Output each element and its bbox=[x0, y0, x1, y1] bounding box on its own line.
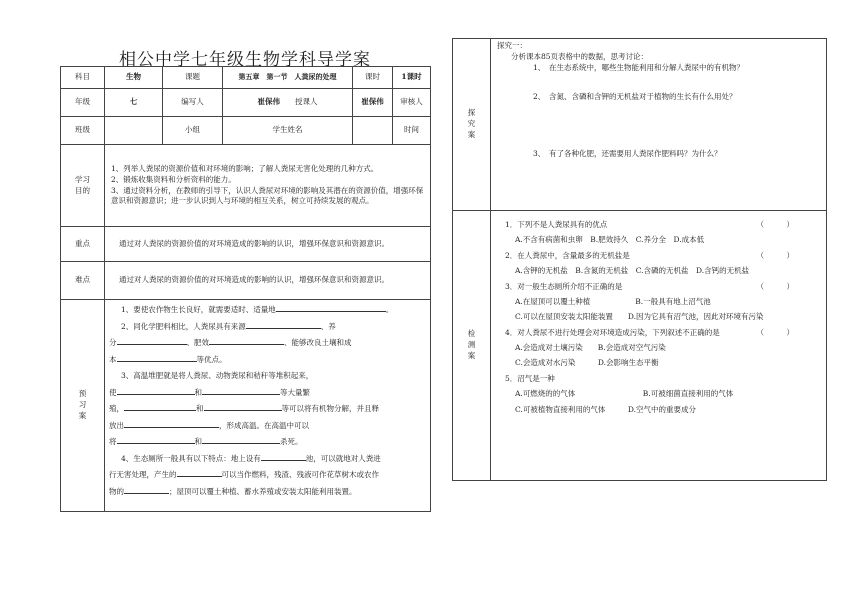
explore-intro: 分析课本85页表格中的数据，思考讨论： bbox=[511, 51, 649, 61]
explore-question-2: 2、 含氮、含磷和含钾的无机盐对于植物的生长有什么用处？ bbox=[533, 91, 737, 101]
page-title: 相公中学七年级生物学科导学案 bbox=[119, 50, 371, 70]
preview-item-4-cont2: 物的 ；屋顶可以覆土种植、蓄水养殖或安装太阳能利用装置。 bbox=[109, 486, 357, 496]
test-option: C.可被植物直接利用的气体 D.空气中的重要成分 bbox=[515, 404, 696, 414]
goal-item: 2、锻炼收集资料和分析资料的能力。 bbox=[111, 174, 236, 184]
period-label bbox=[353, 67, 393, 89]
preview-item-4-cont: 行无害处理，产生的 可以当作燃料，残渣、残液可作花草树木或农作 bbox=[109, 470, 379, 479]
student-value bbox=[353, 117, 393, 145]
subject-value: 生物 bbox=[105, 67, 163, 89]
goal-item: 3、通过资料分析，在教师的引导下，认识人粪尿对环境的影响及其潜在的资源价值，增强环保意识和资源意识；进一步认识到人与环境的相互关系，树立可持续发展的观点。 bbox=[111, 185, 424, 206]
preview-item-3-cont: 使 和 等大量繁 bbox=[109, 387, 310, 397]
period-value: 1课时 bbox=[393, 67, 431, 89]
time-label: 时间 bbox=[393, 117, 431, 145]
blank[interactable] bbox=[246, 320, 321, 329]
preview-item-3-cont2: 殖， 和 等可以将有机物分解，并且释 bbox=[109, 404, 379, 413]
preview-item-3-cont4: 将 和 杀死。 bbox=[109, 437, 303, 446]
left-table bbox=[60, 66, 431, 512]
blank[interactable] bbox=[117, 435, 195, 444]
blank[interactable] bbox=[117, 386, 195, 395]
class-label: 班级 bbox=[61, 117, 105, 145]
blank[interactable] bbox=[124, 485, 169, 494]
preview-item-3-cont3: 放出 ，形成高温。在高温中可以 bbox=[109, 420, 309, 430]
teacher-value: 崔保伟 bbox=[353, 89, 393, 117]
blank[interactable] bbox=[276, 303, 386, 312]
reviewer-label: 审核人 bbox=[393, 89, 431, 117]
group-label: 小组 bbox=[163, 117, 223, 145]
right-table bbox=[452, 38, 827, 481]
test-question-5: 5．沼气是一种 bbox=[505, 373, 555, 383]
test-option: C.可以在屋顶安装太阳能装置 D.因为它具有沼气池，因此对环境有污染 bbox=[515, 312, 764, 322]
blank[interactable] bbox=[202, 386, 280, 395]
preview-item-2-cont: 分 、肥效 、能够改良土壤和成 bbox=[109, 338, 352, 347]
preview-label: 预习案 bbox=[61, 300, 105, 512]
test-question-4: 4．对人粪尿不进行处理会对环境造成污染，下列叙述不正确的是 （ ） bbox=[505, 327, 794, 337]
test-content bbox=[491, 211, 827, 481]
blank[interactable] bbox=[261, 452, 306, 461]
blank[interactable] bbox=[177, 468, 222, 477]
grade-value: 七 bbox=[105, 89, 163, 117]
preview-text bbox=[105, 300, 431, 512]
test-option: A.可燃烧的的气体 B.可被细菌直接利用的气体 bbox=[515, 389, 734, 399]
blank[interactable] bbox=[117, 336, 187, 345]
subject-label: 科目 bbox=[61, 67, 105, 89]
student-label: 学生姓名 bbox=[223, 117, 353, 145]
blank[interactable] bbox=[124, 402, 196, 411]
test-label: 检测案 bbox=[453, 211, 491, 481]
test-option: A.在屋顶可以覆土种植 B.一般具有地上沼气池 bbox=[515, 296, 711, 306]
blank[interactable] bbox=[117, 353, 197, 362]
preview-item-4: 4、生态厕所一般具有以下特点：地上设有 池，可以就地对人粪进 bbox=[121, 453, 381, 463]
preview-item-1: 1、要使农作物生长良好，就需要适时、适量地 。 bbox=[121, 305, 394, 314]
explore-question-3: 3、 有了各种化肥，还需要用人粪尿作肥料吗？为什么？ bbox=[533, 148, 722, 158]
preview-item-2-cont2: 本 等优点。 bbox=[109, 354, 227, 364]
difficulty-label: 难点 bbox=[61, 262, 105, 300]
explore-label: 探究案 bbox=[453, 39, 491, 211]
author-label: 编写人 bbox=[163, 89, 223, 117]
period-label-text: 课时 bbox=[365, 72, 380, 82]
test-question-1: 1．下列不是人粪尿具有的优点 （ ） bbox=[505, 220, 794, 229]
blank[interactable] bbox=[204, 402, 282, 411]
topic-label: 课题 bbox=[163, 67, 223, 89]
key-point-label: 重点 bbox=[61, 227, 105, 262]
blank[interactable] bbox=[124, 419, 219, 428]
test-option: A.含钾的无机盐 B.含氮的无机盐 C.含磷的无机盐 D.含钙的无机盐 bbox=[515, 266, 750, 276]
difficulty-text: 通过对人粪尿的资源价值的对环境造成的影响的认识，增强环保意识和资源意识。 bbox=[105, 262, 431, 300]
test-option: A.不含有病菌和虫卵 B.肥效持久 C.养分全 D.成本低 bbox=[515, 235, 705, 245]
blank[interactable] bbox=[209, 336, 284, 345]
preview-item-3: 3、高温堆肥就是将人粪尿、动物粪尿和秸秆等堆积起来， bbox=[121, 371, 314, 380]
blank[interactable] bbox=[202, 435, 280, 444]
author-value: 崔保伟 授课人 bbox=[223, 89, 353, 117]
test-option: A.会造成对土壤污染 B.会造成对空气污染 bbox=[515, 343, 666, 352]
test-question-2: 2．在人粪尿中，含量最多的无机盐是 （ ） bbox=[505, 250, 794, 260]
key-point-text: 通过对人粪尿的资源价值的对环境造成的影响的认识，增强环保意识和资源意识。 bbox=[105, 227, 431, 262]
test-question-3: 3．对一般生态厕所介绍不正确的是 （ ） bbox=[505, 281, 794, 291]
goals-text bbox=[105, 145, 431, 227]
explore-question-1: 1、 在生态系统中，哪些生物能利用和分解人粪尿中的有机物？ bbox=[533, 62, 745, 72]
topic-value: 第五章 第一节 人粪尿的处理 bbox=[223, 67, 353, 89]
explore-heading: 探究一： bbox=[497, 41, 527, 50]
test-option: C.会造成对水污染 D.会影响生态平衡 bbox=[515, 358, 659, 368]
preview-item-2: 2、同化学肥料相比，人粪尿具有来源 、养 bbox=[121, 321, 336, 331]
grade-label: 年级 bbox=[61, 89, 105, 117]
class-value bbox=[105, 117, 163, 145]
goals-label: 学习目的 bbox=[61, 145, 105, 227]
goal-item: 1、列举人粪尿的资源价值和对环境的影响；了解人粪尿无害化处理的几种方式。 bbox=[111, 163, 379, 173]
explore-content bbox=[491, 39, 827, 211]
